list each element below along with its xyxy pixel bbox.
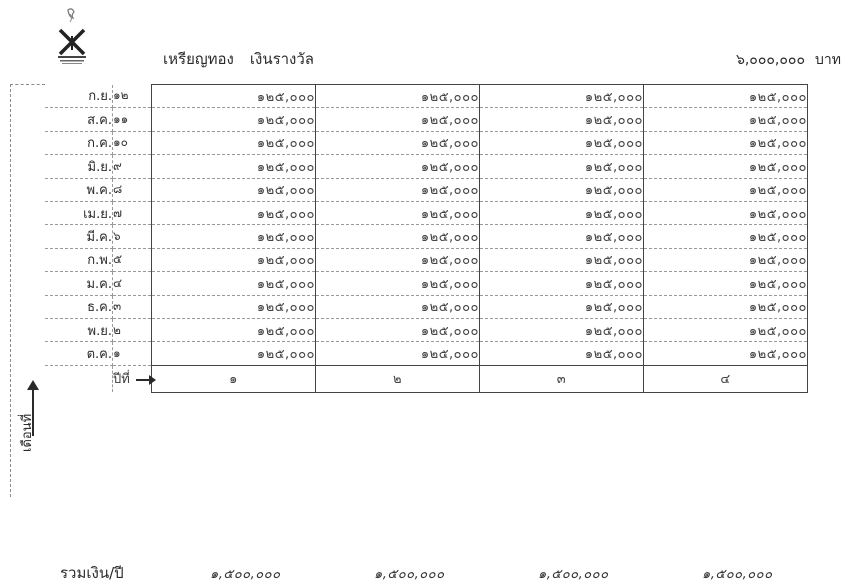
summary-value-year-4: ๑,๕๐๐,๐๐๐ [702, 567, 773, 582]
month-name: ธ.ค. [45, 295, 113, 318]
year-number: ๔ [644, 365, 808, 392]
summary-value-year-1: ๑,๕๐๐,๐๐๐ [210, 567, 281, 582]
table-row [45, 248, 808, 271]
amount-cell: ๑๒๕,๐๐๐ [152, 108, 316, 131]
summary-value-year-2: ๑,๕๐๐,๐๐๐ [374, 567, 445, 582]
amount-cell: ๑๒๕,๐๐๐ [644, 108, 808, 131]
page-title [163, 47, 314, 71]
month-number: ๑๒ [113, 85, 152, 108]
month-number: ๘ [113, 178, 152, 201]
amount-cell: ๑๒๕,๐๐๐ [152, 85, 316, 108]
amount-cell: ๑๒๕,๐๐๐ [152, 248, 316, 271]
amount-cell: ๑๒๕,๐๐๐ [480, 272, 644, 295]
amount-cell: ๑๒๕,๐๐๐ [316, 225, 480, 248]
amount-cell: ๑๒๕,๐๐๐ [480, 85, 644, 108]
amount-cell: ๑๒๕,๐๐๐ [316, 85, 480, 108]
amount-cell: ๑๒๕,๐๐๐ [644, 85, 808, 108]
side-label-month: เดือนที่ [20, 413, 35, 452]
amount-cell: ๑๒๕,๐๐๐ [480, 131, 644, 154]
amount-cell: ๑๒๕,๐๐๐ [644, 155, 808, 178]
amount-cell: ๑๒๕,๐๐๐ [644, 225, 808, 248]
year-number: ๓ [480, 365, 644, 392]
organization-logo [50, 6, 94, 68]
amount-cell: ๑๒๕,๐๐๐ [644, 318, 808, 341]
table-row [45, 201, 808, 224]
amount-cell: ๑๒๕,๐๐๐ [316, 201, 480, 224]
amount-cell: ๑๒๕,๐๐๐ [644, 201, 808, 224]
month-number: ๑ [113, 342, 152, 365]
table-row [45, 225, 808, 248]
amount-cell: ๑๒๕,๐๐๐ [480, 295, 644, 318]
amount-cell: ๑๒๕,๐๐๐ [480, 248, 644, 271]
month-name: มิ.ย. [45, 155, 113, 178]
amount-cell: ๑๒๕,๐๐๐ [644, 178, 808, 201]
month-number: ๙ [113, 155, 152, 178]
month-name: ก.ค. [45, 131, 113, 154]
table-row [45, 178, 808, 201]
total-prize-amount: ๖,๐๐๐,๐๐๐ [735, 52, 806, 68]
amount-cell: ๑๒๕,๐๐๐ [316, 131, 480, 154]
amount-cell: ๑๒๕,๐๐๐ [316, 295, 480, 318]
amount-cell: ๑๒๕,๐๐๐ [644, 248, 808, 271]
amount-cell: ๑๒๕,๐๐๐ [644, 272, 808, 295]
month-number: ๔ [113, 272, 152, 295]
year-label: ปีที่ [113, 372, 130, 388]
amount-cell: ๑๒๕,๐๐๐ [316, 318, 480, 341]
amount-cell: ๑๒๕,๐๐๐ [644, 342, 808, 365]
month-number: ๓ [113, 295, 152, 318]
amount-cell: ๑๒๕,๐๐๐ [152, 225, 316, 248]
total-prize-unit: บาท [815, 52, 841, 68]
amount-cell: ๑๒๕,๐๐๐ [644, 295, 808, 318]
month-name: ต.ค. [45, 342, 113, 365]
amount-cell: ๑๒๕,๐๐๐ [480, 318, 644, 341]
month-number: ๒ [113, 318, 152, 341]
table-row [45, 85, 808, 108]
amount-cell: ๑๒๕,๐๐๐ [152, 318, 316, 341]
table-row [45, 295, 808, 318]
month-name: เม.ย. [45, 201, 113, 224]
amount-cell: ๑๒๕,๐๐๐ [316, 178, 480, 201]
table-row [45, 155, 808, 178]
amount-cell: ๑๒๕,๐๐๐ [316, 155, 480, 178]
amount-cell: ๑๒๕,๐๐๐ [480, 225, 644, 248]
amount-cell: ๑๒๕,๐๐๐ [316, 272, 480, 295]
table-row [45, 318, 808, 341]
month-name: มี.ค. [45, 225, 113, 248]
amount-cell: ๑๒๕,๐๐๐ [316, 342, 480, 365]
table-row [45, 131, 808, 154]
amount-cell: ๑๒๕,๐๐๐ [152, 272, 316, 295]
month-name: ส.ค. [45, 108, 113, 131]
month-name: ก.ย. [45, 85, 113, 108]
payment-schedule-table [45, 84, 808, 393]
month-name: พ.ค. [45, 178, 113, 201]
year-direction-arrow-icon [136, 379, 150, 381]
year-label-cell [113, 365, 152, 392]
table-row [45, 272, 808, 295]
summary-value-year-3: ๑,๕๐๐,๐๐๐ [538, 567, 609, 582]
amount-cell: ๑๒๕,๐๐๐ [644, 131, 808, 154]
amount-cell: ๑๒๕,๐๐๐ [316, 248, 480, 271]
amount-cell: ๑๒๕,๐๐๐ [152, 342, 316, 365]
year-row-spacer [45, 365, 113, 392]
amount-cell: ๑๒๕,๐๐๐ [480, 108, 644, 131]
amount-cell: ๑๒๕,๐๐๐ [152, 178, 316, 201]
amount-cell: ๑๒๕,๐๐๐ [316, 108, 480, 131]
table-row [45, 108, 808, 131]
year-number: ๑ [152, 365, 316, 392]
title-medal: เหรียญทอง [163, 50, 234, 68]
month-name: พ.ย. [45, 318, 113, 341]
summary-label: รวมเงิน/ปี [60, 564, 124, 582]
amount-cell: ๑๒๕,๐๐๐ [480, 201, 644, 224]
month-name: ม.ค. [45, 272, 113, 295]
amount-cell: ๑๒๕,๐๐๐ [152, 201, 316, 224]
amount-cell: ๑๒๕,๐๐๐ [480, 155, 644, 178]
month-number: ๖ [113, 225, 152, 248]
title-prize-money: เงินรางวัล [249, 50, 314, 68]
total-prize [736, 49, 841, 71]
table-row [45, 342, 808, 365]
year-number: ๒ [316, 365, 480, 392]
amount-cell: ๑๒๕,๐๐๐ [480, 342, 644, 365]
amount-cell: ๑๒๕,๐๐๐ [152, 131, 316, 154]
month-number: ๑๐ [113, 131, 152, 154]
amount-cell: ๑๒๕,๐๐๐ [152, 155, 316, 178]
month-number: ๑๑ [113, 108, 152, 131]
year-row [45, 365, 808, 392]
amount-cell: ๑๒๕,๐๐๐ [480, 178, 644, 201]
amount-cell: ๑๒๕,๐๐๐ [152, 295, 316, 318]
month-number: ๕ [113, 248, 152, 271]
month-number: ๗ [113, 201, 152, 224]
month-name: ก.พ. [45, 248, 113, 271]
